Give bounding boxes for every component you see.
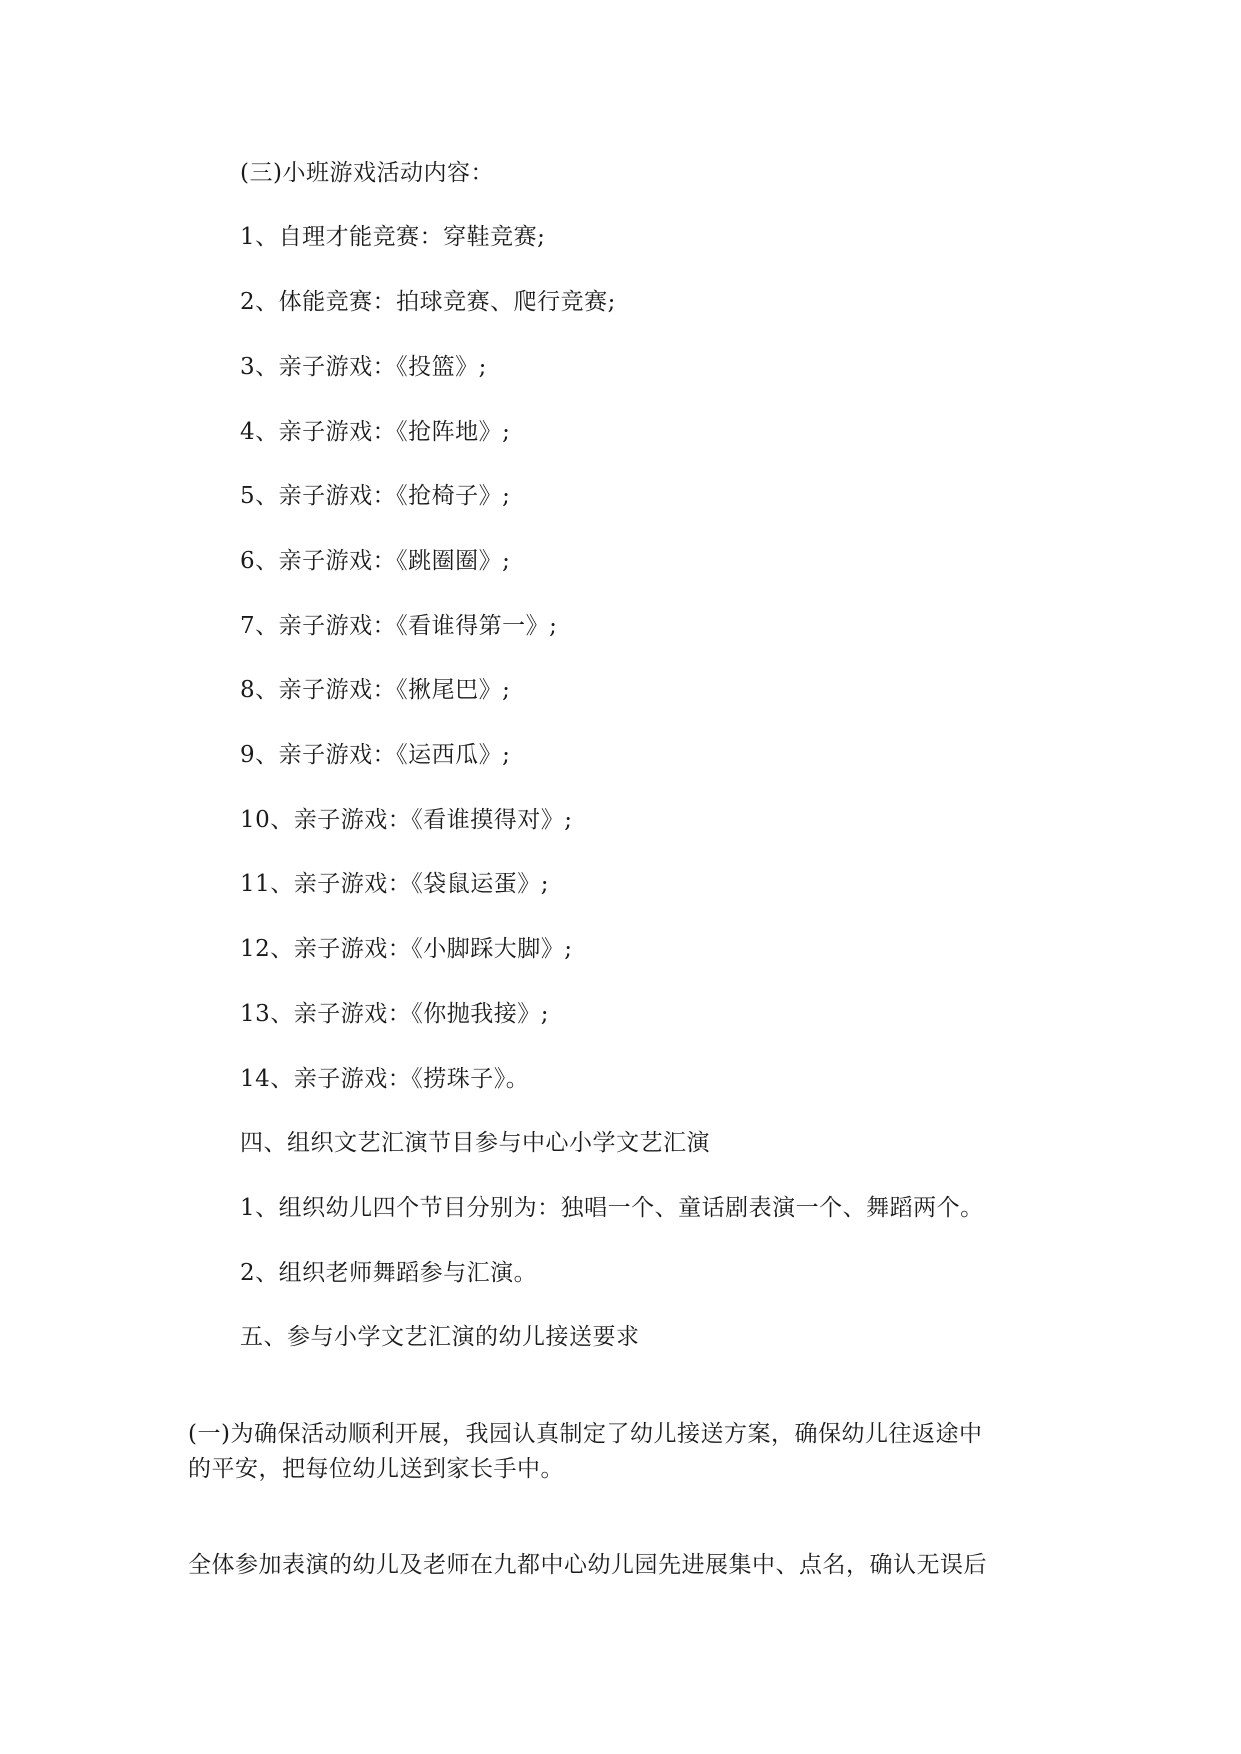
paragraph-line: (一)为确保活动顺利开展，我园认真制定了幼儿接送方案，确保幼儿往返途中 bbox=[188, 1421, 983, 1447]
paragraph-line: 全体参加表演的幼儿及老师在九都中心幼儿园先进展集中、点名，确认无误后 bbox=[188, 1552, 987, 1578]
section-heading-4: 四、组织文艺汇演节目参与中心小学文艺汇演 bbox=[240, 1130, 710, 1156]
list-item: 5、亲子游戏：《抢椅子》; bbox=[240, 483, 511, 509]
list-item: 10、亲子游戏：《看谁摸得对》; bbox=[240, 807, 573, 833]
list-item: 6、亲子游戏：《跳圈圈》; bbox=[240, 548, 511, 574]
paragraph-line: 的平安，把每位幼儿送到家长手中。 bbox=[188, 1456, 564, 1482]
list-item: 2、体能竞赛：拍球竞赛、爬行竞赛; bbox=[240, 289, 616, 315]
list-item: 4、亲子游戏：《抢阵地》; bbox=[240, 419, 511, 445]
list-item: 8、亲子游戏：《揪尾巴》; bbox=[240, 677, 511, 703]
list-item: 9、亲子游戏：《运西瓜》; bbox=[240, 742, 511, 768]
list-item: 11、亲子游戏：《袋鼠运蛋》; bbox=[240, 871, 550, 897]
list-item: 7、亲子游戏：《看谁得第一》; bbox=[240, 613, 558, 639]
section-heading-5: 五、参与小学文艺汇演的幼儿接送要求 bbox=[240, 1324, 640, 1350]
list-item: 2、组织老师舞蹈参与汇演。 bbox=[240, 1260, 538, 1286]
list-item: 14、亲子游戏：《捞珠子》。 bbox=[240, 1066, 530, 1092]
section-title: (三)小班游戏活动内容： bbox=[240, 160, 494, 186]
list-item: 1、组织幼儿四个节目分别为：独唱一个、童话剧表演一个、舞蹈两个。 bbox=[240, 1195, 984, 1221]
list-item: 1、自理才能竞赛：穿鞋竞赛; bbox=[240, 224, 546, 250]
list-item: 12、亲子游戏：《小脚踩大脚》; bbox=[240, 936, 573, 962]
list-item: 3、亲子游戏：《投篮》; bbox=[240, 354, 487, 380]
list-item: 13、亲子游戏：《你抛我接》; bbox=[240, 1001, 550, 1027]
